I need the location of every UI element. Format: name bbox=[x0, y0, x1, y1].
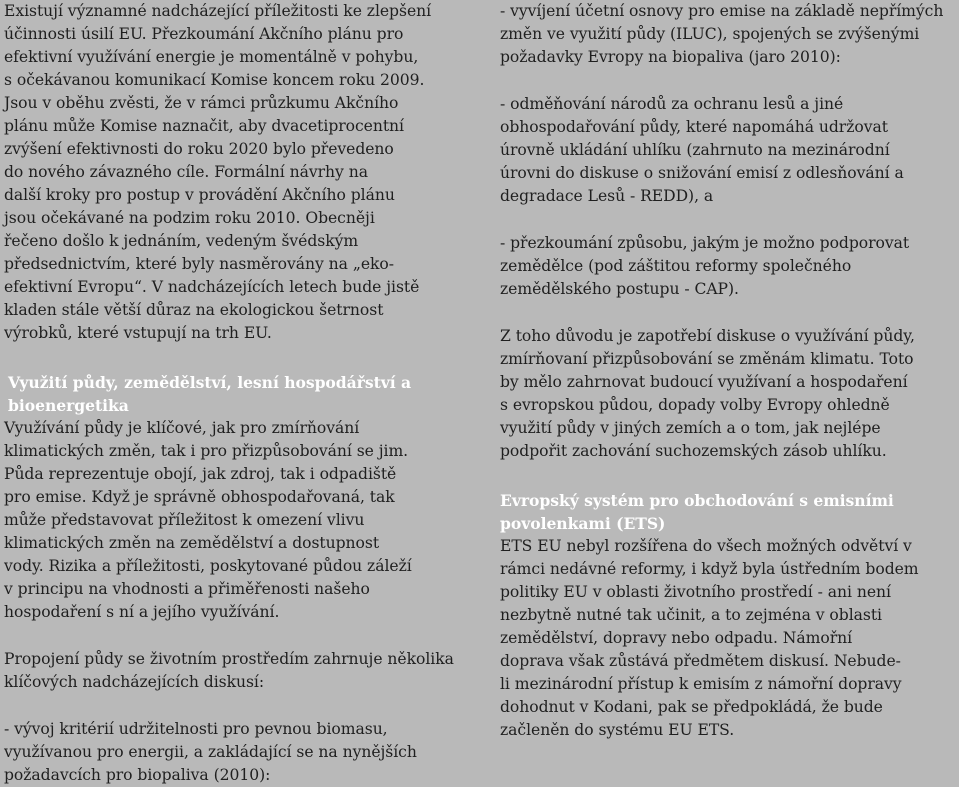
text-line: by mělo zahrnovat budoucí využívaní a hospodaření bbox=[500, 373, 908, 391]
text-line: plánu může Komise naznačit, aby dvacetiprocentní bbox=[4, 117, 404, 135]
text-line: kladen stále větší důraz na ekologickou šetrnost bbox=[4, 301, 384, 319]
text-line: požadavcích pro biopaliva (2010): bbox=[4, 766, 271, 784]
text-line: zvýšení efektivnosti do roku 2020 bylo převedeno bbox=[4, 140, 394, 158]
text-line: obhospodařování půdy, které napomáhá udržovat bbox=[500, 118, 888, 136]
text-line: další kroky pro postup v provádění Akčního plánu bbox=[4, 186, 395, 204]
text-line: zmírňovaní přizpůsobování se změnám klimatu. Toto bbox=[500, 350, 914, 368]
text-line: klimatických změn na zemědělství a dostupnost bbox=[4, 534, 380, 552]
text-line: úrovně ukládání uhlíku (zahrnuto na mezinárodní bbox=[500, 141, 890, 159]
paragraph-land-discussions bbox=[4, 648, 470, 694]
text-line: - vyvíjení účetní osnovy pro emise na základě nepřímých bbox=[500, 2, 944, 20]
text-line: v principu na vhodnosti a přiměřenosti našeho bbox=[4, 580, 370, 598]
text-line: dohodnut v Kodani, pak se předpokládá, že bude bbox=[500, 698, 883, 716]
text-line: jsou očekávané na podzim roku 2010. Obecněji bbox=[4, 209, 375, 227]
text-line: zemědělce (pod záštitou reformy společného bbox=[500, 257, 852, 275]
text-line: zemědělského postupu - CAP). bbox=[500, 280, 739, 298]
text-line: vody. Rizika a příležitosti, poskytované půdou záleží bbox=[4, 557, 412, 575]
text-line: výrobků, které vstupují na trh EU. bbox=[4, 324, 272, 342]
text-line: podpořit zachování suchozemských zásob uhlíku. bbox=[500, 442, 887, 460]
text-line: hospodaření s ní a jejího využívání. bbox=[4, 603, 280, 621]
text-line: úrovni do diskuse o snižování emisí z odlesňování a bbox=[500, 164, 904, 182]
right-column bbox=[500, 0, 956, 742]
paragraph-eu-efficiency bbox=[4, 0, 470, 345]
text-line: zemědělství, dopravy nebo odpadu. Námořní bbox=[500, 629, 853, 647]
text-line: Propojení půdy se životním prostředím zahrnuje několika bbox=[4, 650, 454, 668]
text-line: využití půdy v jiných zemích a o tom, jak nejlépe bbox=[500, 419, 881, 437]
text-line: požadavky Evropy na biopaliva (jaro 2010): bbox=[500, 48, 841, 66]
text-line: efektivní využívání energie je momentálně v pohybu, bbox=[4, 48, 419, 66]
text-line: Využití půdy, zemědělství, lesní hospodářství a bbox=[8, 373, 412, 392]
text-line: s očekávanou komunikací Komise koncem roku 2009. bbox=[4, 71, 425, 89]
text-line: řečeno došlo k jednáním, vedeným švédským bbox=[4, 232, 359, 250]
list-item-biomass-criteria bbox=[4, 718, 470, 787]
text-line: - vývoj kritérií udržitelnosti pro pevnou biomasu, bbox=[4, 720, 388, 738]
text-line: efektivní Evropu“. V nadcházejících letech bude jistě bbox=[4, 278, 420, 296]
text-line: doprava však zůstává předmětem diskusí. Nebude- bbox=[500, 652, 901, 670]
text-line: účinnosti úsilí EU. Přezkoumání Akčního plánu pro bbox=[4, 25, 404, 43]
text-line: - přezkoumání způsobu, jakým je možno podporovat bbox=[500, 234, 910, 252]
text-line: začleněn do systému EU ETS. bbox=[500, 721, 735, 739]
text-line: nezbytně nutné tak učinit, a to zejména v oblasti bbox=[500, 606, 882, 624]
text-line: využívanou pro energii, a zakládající se na nynějších bbox=[4, 743, 417, 761]
text-line: Existují významné nadcházející příležitosti ke zlepšení bbox=[4, 2, 432, 20]
text-line: degradace Lesů - REDD), a bbox=[500, 187, 714, 205]
section-heading-ets bbox=[500, 489, 956, 535]
paragraph-ets bbox=[500, 535, 956, 742]
text-line: Využívání půdy je klíčové, jak pro zmírňování bbox=[4, 419, 360, 437]
list-item-redd bbox=[500, 93, 956, 208]
text-line: bioenergetika bbox=[8, 396, 129, 415]
text-line: - odměňování národů za ochranu lesů a jiné bbox=[500, 95, 844, 113]
text-line: do nového závazného cíle. Formální návrhy na bbox=[4, 163, 368, 181]
paragraph-land-use bbox=[4, 417, 470, 624]
text-line: povolenkami (ETS) bbox=[500, 514, 666, 533]
text-line: změn ve využití půdy (ILUC), spojených se zvýšenými bbox=[500, 25, 920, 43]
text-line: s evropskou půdou, dopady volby Evropy ohledně bbox=[500, 396, 890, 414]
text-line: Půda reprezentuje obojí, jak zdroj, tak i odpadiště bbox=[4, 465, 397, 483]
text-line: klíčových nadcházejících diskusí: bbox=[4, 673, 265, 691]
text-line: li mezinárodní přístup k emisím z námořní dopravy bbox=[500, 675, 902, 693]
text-line: Z toho důvodu je zapotřebí diskuse o využívání půdy, bbox=[500, 327, 915, 345]
text-line: politiky EU v oblasti životního prostředí - ani není bbox=[500, 583, 891, 601]
text-line: může představovat příležitost k omezení vlivu bbox=[4, 511, 365, 529]
text-line: Jsou v oběhu zvěsti, že v rámci průzkumu Akčního bbox=[4, 94, 399, 112]
section-heading-land-use bbox=[4, 371, 470, 417]
text-line: Evropský systém pro obchodování s emisními bbox=[500, 491, 894, 510]
text-line: ETS EU nebyl rozšířena do všech možných odvětví v bbox=[500, 537, 912, 555]
list-item-iluc-accounting bbox=[500, 0, 956, 69]
left-column bbox=[4, 0, 470, 787]
text-line: pro emise. Když je správně obhospodařovaná, tak bbox=[4, 488, 395, 506]
list-item-cap-reform bbox=[500, 232, 956, 301]
text-line: klimatických změn, tak i pro přizpůsobování se jim. bbox=[4, 442, 409, 460]
text-line: předsednictvím, které byly nasměrovány na „eko- bbox=[4, 255, 394, 273]
paragraph-land-use-discussion bbox=[500, 325, 956, 463]
text-line: rámci nedávné reformy, i když byla ústředním bodem bbox=[500, 560, 919, 578]
